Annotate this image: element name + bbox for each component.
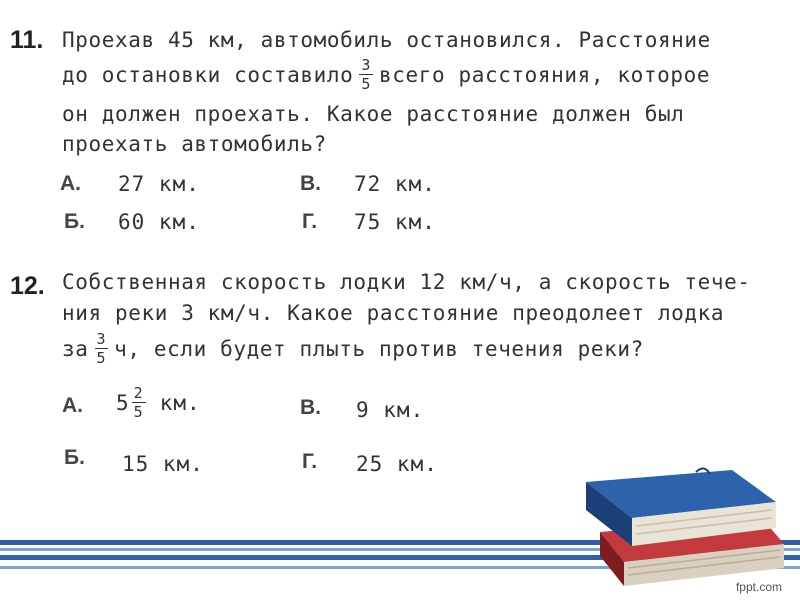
problem-12-option-a-value [116,384,201,421]
problem-11-option-b-label: Б. [64,210,85,233]
fraction-numerator: 2 [133,384,144,402]
problem-12-fraction [95,330,109,367]
mixed-fraction [132,384,146,421]
fraction-numerator: 3 [96,330,107,348]
fraction-denominator: 5 [96,349,107,367]
problem-11-option-a-value: 27 км. [118,172,200,196]
mixed-number [116,384,150,421]
problem-11-option-g-value: 75 км. [354,210,436,234]
problem-12-option-v-value: 9 км. [356,398,425,422]
problem-12-line-3 [62,330,644,367]
problem-11-line-3: он должен проехать. Какое расстояние должен был [62,102,685,126]
problem-12-number: 12. [10,272,45,300]
problem-11-option-v-label: В. [300,172,321,195]
problem-12-line-3-post: ч, если будет плыть против течения реки? [114,336,644,361]
problem-11-line-2-post: всего расстояния, которое [379,62,711,87]
problem-11-line-4: проехать автомобиль? [62,132,327,156]
problem-12-option-b-label: Б. [64,446,85,469]
problem-12-option-b-value: 15 км. [122,452,204,476]
problem-11-option-g-label: Г. [302,210,318,233]
fraction-numerator: 3 [361,56,371,74]
problem-11-option-b-value: 60 км. [118,210,200,234]
problem-11-option-a-label: А. [60,172,81,195]
fraction-denominator: 5 [361,75,371,93]
unit-label: км. [159,390,201,415]
problem-12-line-1: Собственная скорость лодки 12 км/ч, а скорость тече- [62,270,751,294]
fraction-denominator: 5 [133,403,144,421]
problem-11-line-2 [62,56,710,93]
problem-11-line-1: Проехав 45 км, автомобиль остановился. Расстояние [62,28,711,52]
problem-11-fraction [359,56,373,93]
watermark-text: fppt.com [735,580,782,594]
problem-12-line-3-pre: за [62,336,89,361]
problem-11-line-2-pre: до остановки составило [62,62,354,87]
problem-12-option-g-value: 25 км. [356,452,438,476]
problem-12-option-g-label: Г. [302,450,318,473]
problem-11-number: 11. [10,26,44,54]
problem-12-option-a-label: А. [62,394,83,417]
mixed-whole: 5 [116,390,130,415]
problem-12-line-2: ния реки 3 км/ч. Какое расстояние преодолеет лодка [62,301,725,325]
books-illustration [572,462,796,594]
problem-12-option-v-label: В. [300,396,321,419]
problem-11-option-v-value: 72 км. [354,172,436,196]
